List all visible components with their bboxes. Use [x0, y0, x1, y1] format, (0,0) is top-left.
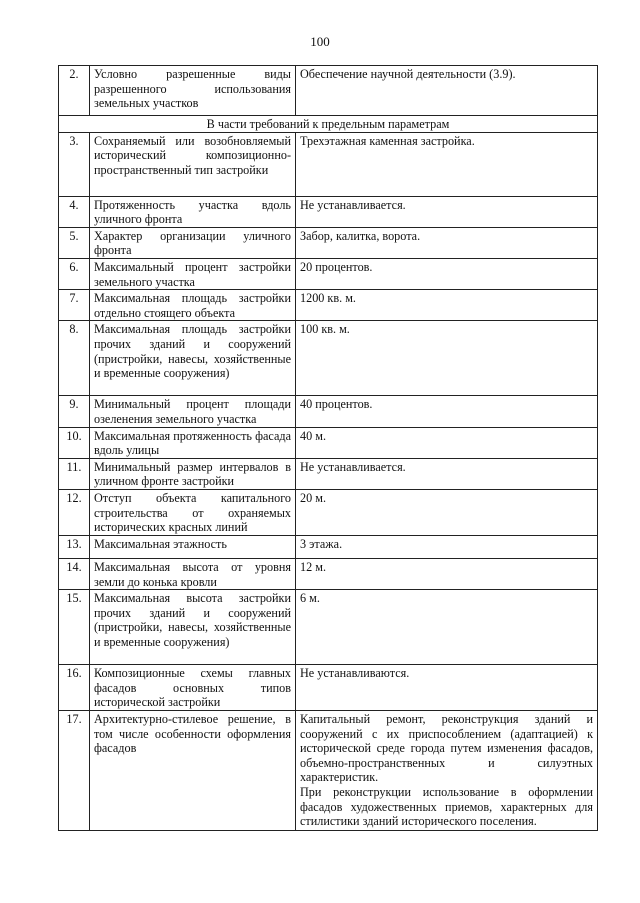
table-row — [59, 590, 598, 665]
row-name: Максимальный процент застройки земельного участка — [90, 258, 296, 289]
row-number: 2. — [59, 66, 90, 116]
row-value: 20 процентов. — [296, 258, 598, 289]
row-name: Максимальная этажность — [90, 535, 296, 558]
section-header: В части требований к предельным параметрам — [59, 116, 598, 133]
row-name: Максимальная площадь застройки прочих зданий и сооружений (пристройки, навесы, хозяйственные и временные сооружения) — [90, 321, 296, 396]
row-number: 15. — [59, 590, 90, 665]
row-number: 17. — [59, 711, 90, 831]
row-value: 100 кв. м. — [296, 321, 598, 396]
parameters-table — [58, 65, 598, 831]
row-name: Максимальная высота от уровня земли до конька кровли — [90, 558, 296, 589]
row-value: 6 м. — [296, 590, 598, 665]
row-value: 3 этажа. — [296, 535, 598, 558]
table-row — [59, 66, 598, 116]
row-value: 40 м. — [296, 427, 598, 458]
row-value: Не устанавливается. — [296, 196, 598, 227]
row-name: Максимальная протяженность фасада вдоль улицы — [90, 427, 296, 458]
row-number: 10. — [59, 427, 90, 458]
table-row — [59, 258, 598, 289]
table-row — [59, 489, 598, 535]
row-number: 13. — [59, 535, 90, 558]
table-row — [59, 665, 598, 711]
table-row — [59, 132, 598, 196]
table-row — [59, 196, 598, 227]
row-value-paragraph: Капитальный ремонт, реконструкция зданий и сооружений с их приспособлением (адаптацией) к исторической среде города путем изменения фасадов, объемно-пространственных и силуэтных характеристик. — [300, 712, 593, 785]
table-row — [59, 396, 598, 427]
section-header-row — [59, 116, 598, 133]
row-name: Минимальный размер интервалов в уличном фронте застройки — [90, 458, 296, 489]
table-row — [59, 711, 598, 831]
row-number: 8. — [59, 321, 90, 396]
table-row — [59, 558, 598, 589]
row-name: Композиционные схемы главных фасадов основных типов исторической застройки — [90, 665, 296, 711]
table-row — [59, 427, 598, 458]
row-name: Минимальный процент площади озеленения земельного участка — [90, 396, 296, 427]
row-value: Обеспечение научной деятельности (3.9). — [296, 66, 598, 116]
row-name: Условно разрешенные виды разрешенного использования земельных участков — [90, 66, 296, 116]
row-name: Архитектурно-стилевое решение, в том числе особенности оформления фасадов — [90, 711, 296, 831]
row-number: 9. — [59, 396, 90, 427]
page-number: 100 — [310, 34, 330, 49]
row-name: Отступ объекта капитального строительства от охраняемых исторических красных линий — [90, 489, 296, 535]
row-value: 1200 кв. м. — [296, 290, 598, 321]
row-value: 40 процентов. — [296, 396, 598, 427]
row-value: Не устанавливаются. — [296, 665, 598, 711]
row-value: Забор, калитка, ворота. — [296, 227, 598, 258]
row-value-paragraph: При реконструкции использование в оформлении фасадов художественных приемов, характерных для стилистики зданий исторического поселения. — [300, 785, 593, 829]
row-value: Не устанавливается. — [296, 458, 598, 489]
row-number: 14. — [59, 558, 90, 589]
row-number: 5. — [59, 227, 90, 258]
row-name: Протяженность участка вдоль уличного фронта — [90, 196, 296, 227]
row-value: Трехэтажная каменная застройка. — [296, 132, 598, 196]
table-row — [59, 321, 598, 396]
row-number: 7. — [59, 290, 90, 321]
table-row — [59, 227, 598, 258]
row-name: Характер организации уличного фронта — [90, 227, 296, 258]
row-number: 4. — [59, 196, 90, 227]
row-value: 20 м. — [296, 489, 598, 535]
table-row — [59, 458, 598, 489]
table-row — [59, 290, 598, 321]
row-number: 12. — [59, 489, 90, 535]
row-number: 3. — [59, 132, 90, 196]
row-number: 11. — [59, 458, 90, 489]
table-row — [59, 535, 598, 558]
row-name: Максимальная площадь застройки отдельно стоящего объекта — [90, 290, 296, 321]
row-name: Максимальная высота застройки прочих зданий и сооружений (пристройки, навесы, хозяйственные и временные сооружения) — [90, 590, 296, 665]
row-number: 6. — [59, 258, 90, 289]
row-number: 16. — [59, 665, 90, 711]
row-name: Сохраняемый или возобновляемый исторический композиционно-пространственный тип застройки — [90, 132, 296, 196]
row-value: 12 м. — [296, 558, 598, 589]
row-value — [296, 711, 598, 831]
